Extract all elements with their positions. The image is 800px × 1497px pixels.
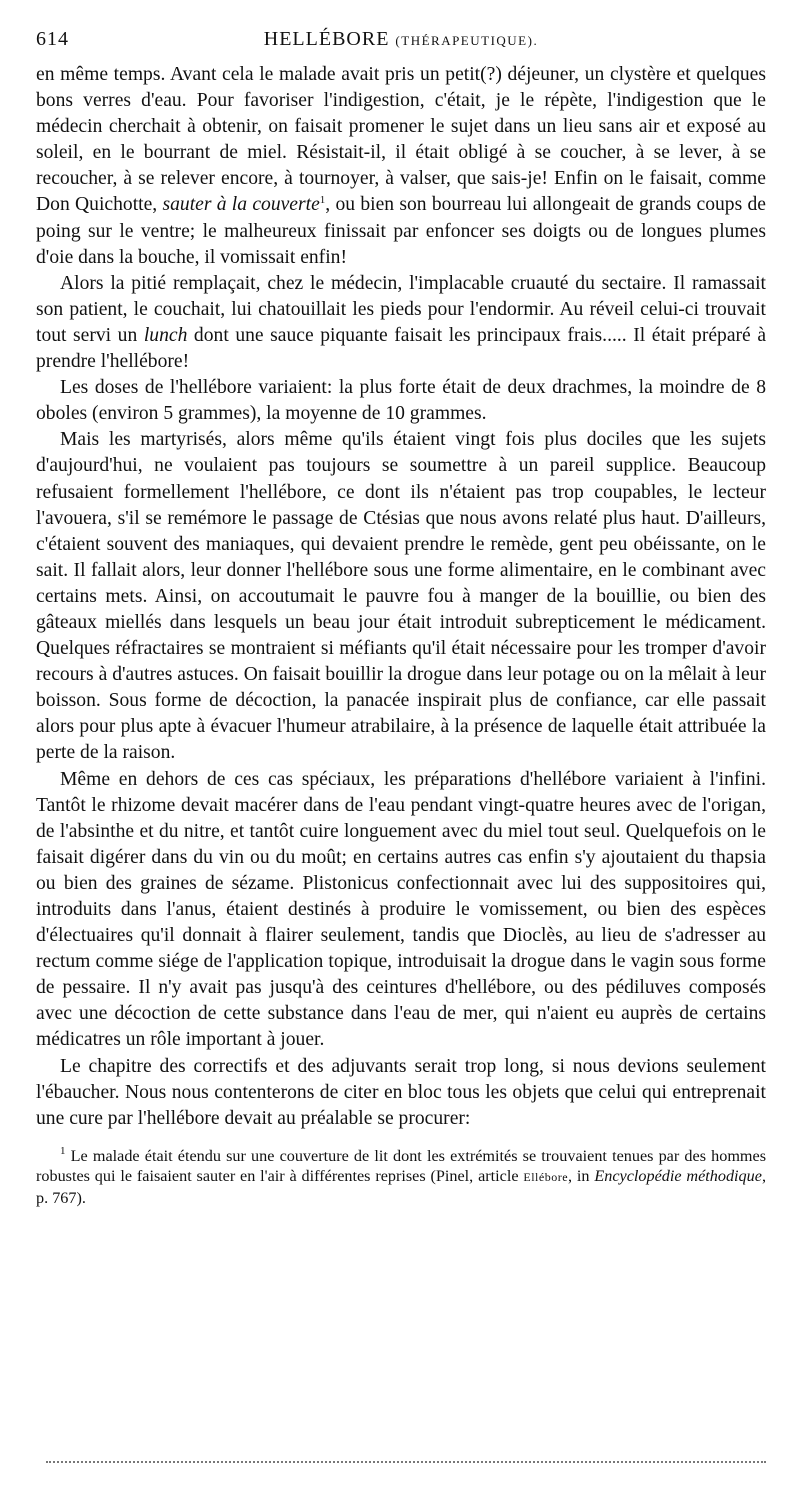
paragraph-6: Le chapitre des correctifs et des adjuvants serait trop long, si nous devions seulement l'ébaucher. Nous nous contenterons de citer en bloc tous les objets que celui qui entreprenait une cure par l'hellébore devait au préalable se procurer: [36,1055,766,1129]
paragraph-1 [36,62,766,271]
paragraph-1-text: en même temps. Avant cela le malade avait pris un petit(?) déjeuner, un clystère et quelques bons verres d'eau. Pour favoriser l'indigestion, c'était, je le répète, l'indigestion que le médecin cherchait à obtenir, on faisait promener le sujet dans un lieu sans air et exposé au soleil, en le bourrant de miel. Résistait-il, il était obligé à se coucher, à se lever, à se recoucher, à se relever encore, à tournoyer, à valser, que sais-je! Enfin on le faisait, comme Don Quichotte, [36,64,766,216]
footnote-text [36,1146,766,1209]
running-title-main: HELLÉBORE [263,28,390,50]
footnote-reference: 1 [319,194,326,207]
paragraph-4: Mais les martyrisés, alors même qu'ils étaient vingt fois plus dociles que les sujets d'aujourd'hui, ne voulaient pas toujours se soumettre à un pareil supplice. Beaucoup refusaient formellement l'hellébore, ce dont ils n'étaient pas trop coupables, le lecteur l'avouera, s'il se remémore le passage de Ctésias que nous avons relaté plus haut. D'ailleurs, c'étaient souvent des maniaques, qui devaient prendre le remède, gent peu obéissante, on le sait. Il fallait alors, leur donner l'hellébore sous une forme alimentaire, en le combinant avec certains mets. Ainsi, on accoutumait le pauvre fou à manger de la bouillie, ou bien des gâteaux miellés dans lesquels un beau jour était introduit subrepticement le médicament. Quelques réfractaires se montraient si méfiants qu'il était nécessaire pour les tromper d'avoir recours à d'autres astuces. On faisait bouillir la drogue dans leur potage ou on la mêlait à leur boisson. Sous forme de décoction, la panacée inspirait plus de confiance, car elle passait alors pour plus apte à évacuer l'humeur atrabilaire, à la présence de laquelle était attribuée la perte de la raison. [36,429,766,764]
paragraph-2-italic: lunch [143,324,188,346]
paragraph-2-end: dont une sauce piquante faisait les principaux frais..... Il était préparé à prendre l'hellébore! [36,324,767,373]
paragraph-2-text: Alors la pitié remplaçait, chez le médecin, l'implacable cruauté du sectaire. Il ramassait son patient, le couchait, lui chatouillait les pieds pour l'endormir. Au réveil celui-ci trouvait tout servi un [36,272,766,346]
footnote-body-2: , in [568,1167,595,1186]
paragraph-5: Même en dehors de ces cas spéciaux, les préparations d'hellébore variaient à l'infini. Tantôt le rhizome devait macérer dans de l'eau pendant vingt-quatre heures avec de l'origan, de l'absinthe et du nitre, et tantôt cuire longuement avec du miel tout seul. Quelquefois on le faisait digérer dans du vin ou du moût; en certains autres cas enfin s'y ajoutaient du thapsia ou bien des graines de sézame. Plistonicus confectionnait avec lui des suppositoires qui, introduits dans l'anus, étaient destinés à produire le vomissement, ou bien des espèces d'électuaires qu'il donnait à flairer seulement, tandis que Dioclès, au lieu de s'adresser au rectum comme siége de l'application topique, introduisait la drogue dans le vagin sous forme de pessaire. Il n'y avait pas jusqu'à des ceintures d'hellébore, ou des pédiluves composés avec une décoction de cette substance dans l'eau de mer, qui n'aient eu auprès de certains médicatres un rôle important à jouer. [36,768,766,1051]
page-number: 614 [36,28,69,50]
running-title-sub: (THÉRAPEUTIQUE). [395,33,539,48]
footnote-small-caps: Ellébore [523,1170,569,1185]
document-page [36,28,766,1208]
paragraph-3: Les doses de l'hellébore variaient: la plus forte était de deux drachmes, la moindre de 8 oboles (environ 5 grammes), la moyenne de 10 grammes. [36,377,766,425]
footnote-body: Le malade était étendu sur une couverture de lit dont les extrémités se trouvaient tenues par des hommes robustes qui le faisaient sauter en l'air à différentes reprises (Pinel, article [36,1146,766,1186]
paragraph-1-italic: sauter à la couverte [162,194,320,216]
bottom-rule [46,1461,766,1463]
paragraph-2 [36,271,766,375]
running-title [36,28,766,51]
footnote-end: , p. 767). [36,1167,766,1207]
footnote [36,1146,766,1209]
paragraph-1-end: , ou bien son bourreau lui allongeait de grands coups de poing sur le ventre; le malheureux finissait par enfoncer ses doigts ou de longues plumes d'oie dans la bouche, il vomissait enfin! [36,194,766,268]
footnote-italic: Encyclopédie méthodique [594,1167,762,1186]
body-text [36,62,766,1132]
page-header [36,28,766,62]
footnote-marker: 1 [60,1144,66,1157]
